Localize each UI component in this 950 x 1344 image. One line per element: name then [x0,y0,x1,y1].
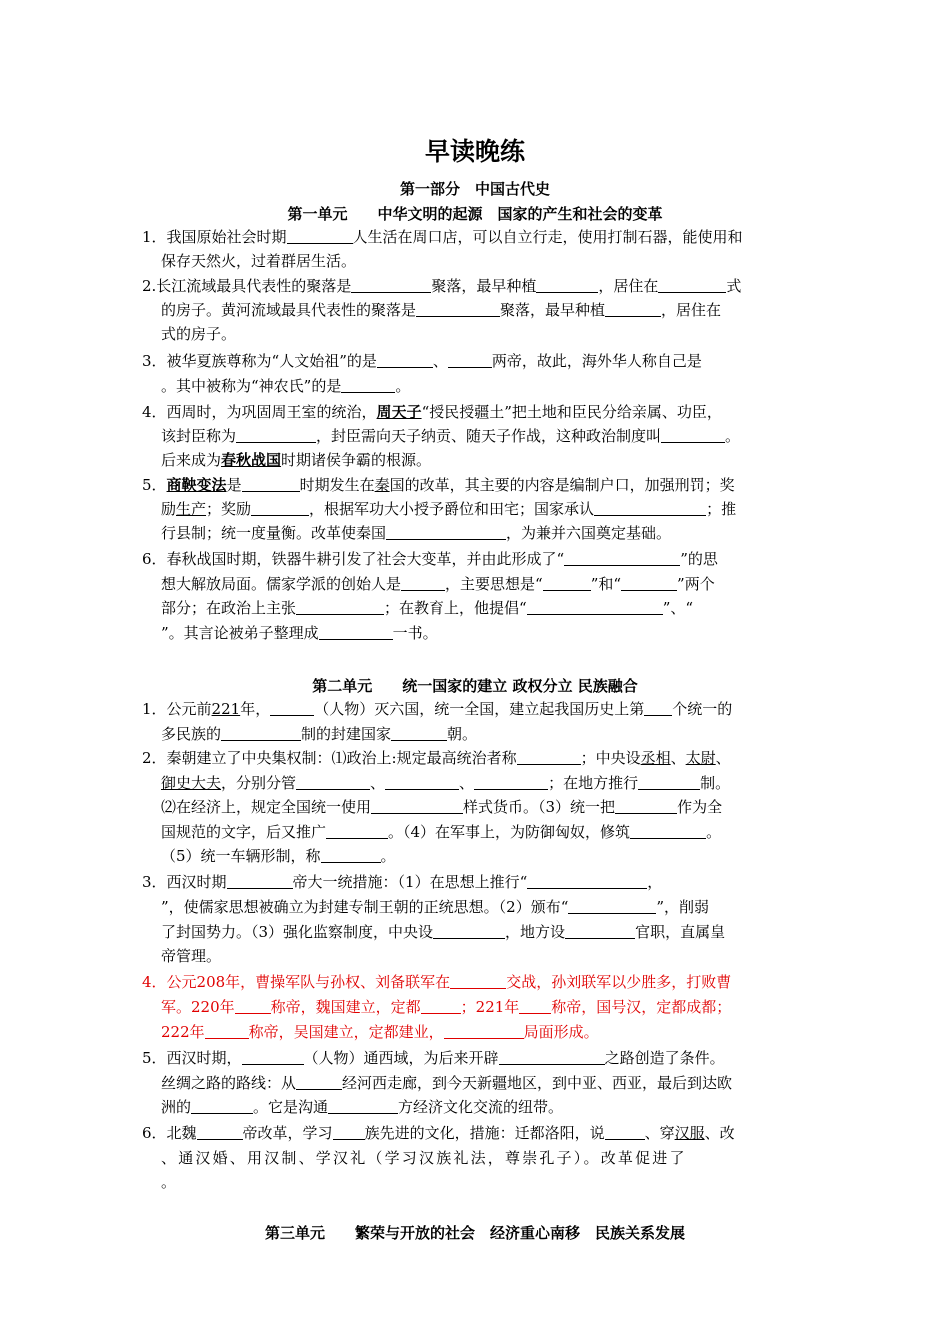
answer-blank[interactable] [658,277,726,293]
answer-blank[interactable] [448,352,492,368]
answer-blank[interactable] [221,725,301,741]
answer-blank[interactable] [519,998,551,1014]
u1-q6-line3: 部分；在政治上主张 ；在教育上，他提倡“ ”、“ [161,599,694,617]
u2-q2-line2: 御史大夫，分别分管 、 、 ；在地方推行 制。 [161,774,731,792]
answer-blank[interactable] [564,550,680,566]
answer-blank[interactable] [527,873,647,889]
answer-blank[interactable] [296,599,384,615]
u1-q6-line1: 6．春秋战国时期，铁器牛耕引发了社会大变革，并由此形成了“ ”的思 [142,550,718,568]
u2-q3-line2: ”，使儒家思想被确立为封建专制王朝的正统思想。（2）颁布“ ”，削弱 [161,898,710,916]
answer-blank[interactable] [517,749,581,765]
answer-blank[interactable] [568,898,656,914]
u2-q3-line3: 了封国势力。（3）强化监察制度，中央设 ，地方设 官职，直属皇 [161,923,726,941]
answer-blank[interactable] [421,998,461,1014]
answer-blank[interactable] [242,476,300,492]
u1-q5-line2: 励生产；奖励 ，根据军功大小授予爵位和田宅；国家承认 ；推 [161,500,737,518]
answer-blank[interactable] [296,1074,342,1090]
answer-blank[interactable] [319,624,393,640]
answer-blank[interactable] [386,524,506,540]
answer-blank[interactable] [416,301,500,317]
unit-3-heading: 第三单元 繁荣与开放的社会 经济重心南移 民族关系发展 [264,1224,685,1242]
answer-blank[interactable] [296,774,370,790]
u2-q5-line3: 洲的 。它是沟通 方经济文化交流的纽带。 [161,1098,564,1116]
answer-blank[interactable] [385,774,459,790]
answer-blank[interactable] [565,923,635,939]
answer-blank[interactable] [638,774,700,790]
answer-blank[interactable] [205,1023,249,1039]
u2-q4-line2: 军。220年 称帝，魏国建立，定都 ；221年 称帝，国号汉，定都成都； [161,998,732,1016]
answer-blank[interactable] [197,1124,243,1140]
answer-blank[interactable] [630,823,706,839]
u1-q2-line1: 2.长江流域最具代表性的聚落是 聚落，最早种植 ，居住在 式 [142,277,742,295]
u1-q3-line2: 。其中被称为“神农氏”的是 。 [161,377,411,395]
u2-q5-line2: 丝绸之路的路线：从 经河西走廊，到今天新疆地区，到中亚、西亚，最后到达欧 [161,1074,733,1092]
answer-blank[interactable] [594,500,706,516]
answer-blank[interactable] [621,575,677,591]
u2-q3-line1: 3．西汉时期 帝大一统措施：（1）在思想上推行“ ， [142,873,663,891]
answer-blank[interactable] [527,599,663,615]
u2-q4-line1: 4．公元208年，曹操军队与孙权、刘备联军在 交战，孙刘联军以少胜多，打败曹 [142,973,732,991]
answer-blank[interactable] [377,352,433,368]
answer-blank[interactable] [242,1049,304,1065]
u2-q4-line3: 222年 称帝，吴国建立，定都建业， 局面形成。 [161,1023,599,1041]
u2-q1-line2: 多民族的 制的封建国家 朝。 [161,725,478,743]
answer-blank[interactable] [644,700,672,716]
unit-1-heading: 第一单元 中华文明的起源 国家的产生和社会的变革 [287,205,663,223]
u2-q6-line3: 。 [161,1173,177,1191]
answer-blank[interactable] [227,873,293,889]
u2-q5-line1: 5．西汉时期， （人物）通西域，为后来开辟 之路创造了条件。 [142,1049,725,1067]
u1-q6-line4: ”。其言论被弟子整理成 一书。 [161,624,438,642]
answer-blank[interactable] [341,377,395,393]
page-title: 早读晚练 [424,137,525,166]
unit-2-heading: 第二单元 统一国家的建立 政权分立 民族融合 [312,677,638,695]
answer-blank[interactable] [536,277,598,293]
u1-q4-line1: 4．西周时，为巩固周王室的统治，周天子“授民授疆土”把土地和臣民分给亲属、功臣， [142,403,722,421]
answer-blank[interactable] [351,277,431,293]
answer-blank[interactable] [328,1098,398,1114]
u2-q3-line4: 帝管理。 [161,947,222,965]
u1-q2-line2: 的房子。黄河流域最具代表性的聚落是 聚落，最早种植 ，居住在 [161,301,722,319]
answer-blank[interactable] [474,774,548,790]
u1-q5-line3: 行县制；统一度量衡。改革使秦国 ，为兼并六国奠定基础。 [161,524,672,542]
u1-q6-line2: 想大解放局面。儒家学派的创始人是 ，主要思想是“ ”和“ ”两个 [161,575,715,593]
u2-q2-line5: （5）统一车辆形制，称 。 [161,847,396,865]
u2-q2-line3: ⑵在经济上，规定全国统一使用 样式货币。（3）统一把 作为全 [161,798,723,816]
answer-blank[interactable] [391,725,447,741]
answer-blank[interactable] [270,700,314,716]
u2-q2-line1: 2．秦朝建立了中央集权制：⑴政治上:规定最高统治者称 ；中央设丞相、太尉、 [142,749,731,767]
answer-blank[interactable] [499,1049,605,1065]
answer-blank[interactable] [450,973,506,989]
answer-blank[interactable] [321,847,381,863]
answer-blank[interactable] [661,427,725,443]
u1-q2-line3: 式的房子。 [161,325,237,343]
answer-blank[interactable] [236,427,316,443]
answer-blank[interactable] [605,1124,645,1140]
u1-q4-line2: 该封臣称为 ，封臣需向天子纳贡、随天子作战，这种政治制度叫 。 [161,427,741,445]
u2-q1-line1: 1．公元前221年， （人物）灭六国，统一全国，建立起我国历史上第 个统一的 [142,700,733,718]
answer-blank[interactable] [251,500,309,516]
answer-blank[interactable] [287,228,353,244]
u1-q4-line3: 后来成为春秋战国时期诸侯争霸的根源。 [161,451,432,469]
answer-blank[interactable] [371,798,463,814]
answer-blank[interactable] [433,923,505,939]
answer-blank[interactable] [401,575,445,591]
u1-q5-line1: 5．商鞅变法是 时期发生在秦国的改革，其主要的内容是编制户口，加强刑罚；奖 [142,476,735,494]
u2-q6-line1: 6．北魏 帝改革，学习 族先进的文化，措施：迁都洛阳，说 、穿汉服、改 [142,1124,735,1142]
u2-q2-line4: 国规范的文字，后又推广 。（4）在军事上，为防御匈奴，修筑 。 [161,823,722,841]
answer-blank[interactable] [326,823,388,839]
u2-q6-line2: 、通汉婚、用汉制、学汉礼（学习汉族礼法，尊崇孔子）。改革促进了 [161,1149,687,1167]
u1-q1-line2: 保存天然火，过着群居生活。 [161,252,357,270]
answer-blank[interactable] [235,998,271,1014]
answer-blank[interactable] [191,1098,253,1114]
u1-q3-line1: 3．被华夏族尊称为“人文始祖”的是 、 两帝，故此，海外华人称自己是 [142,352,702,370]
answer-blank[interactable] [543,575,591,591]
u1-q1-line1: 1．我国原始社会时期 人生活在周口店，可以自立行走，使用打制石器，能使用和 [142,228,743,246]
answer-blank[interactable] [333,1124,365,1140]
answer-blank[interactable] [615,798,677,814]
part-heading: 第一部分 中国古代史 [399,180,550,198]
answer-blank[interactable] [444,1023,524,1039]
answer-blank[interactable] [605,301,661,317]
